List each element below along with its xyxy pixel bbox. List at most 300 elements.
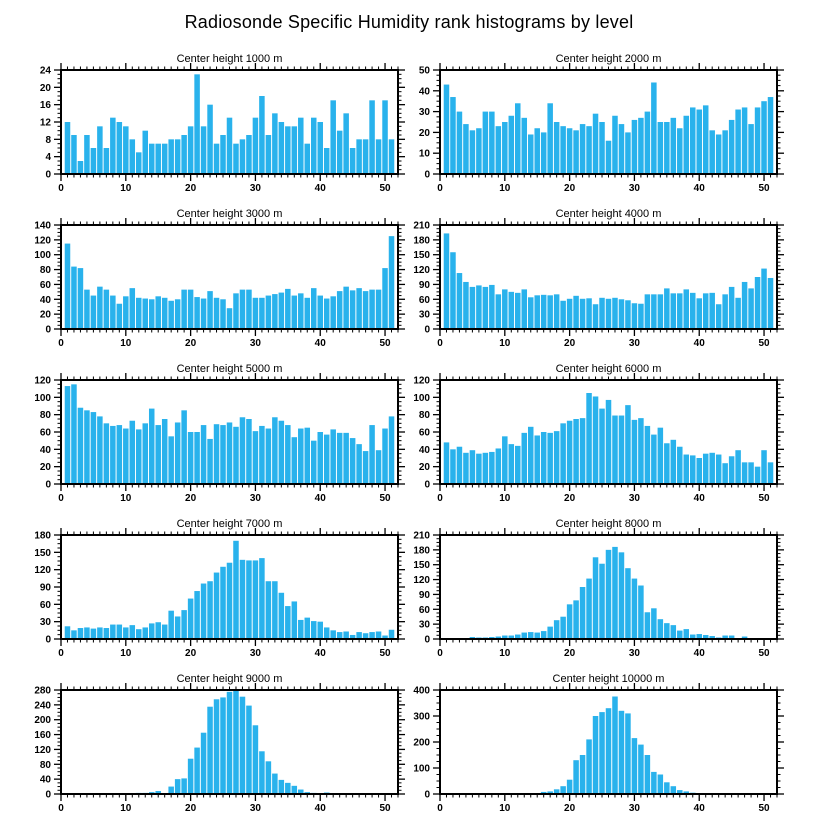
x-tick-label: 0 (437, 183, 443, 194)
histogram-bar (761, 101, 767, 174)
y-tick-label: 200 (413, 737, 430, 749)
histogram-bar (586, 579, 592, 639)
histogram-bar (330, 100, 336, 174)
y-tick-label: 180 (413, 545, 430, 557)
histogram-bar (201, 733, 207, 794)
histogram-bar (755, 107, 761, 174)
histogram-bar (91, 412, 97, 484)
histogram-bar (104, 628, 110, 639)
histogram-bar (110, 625, 116, 639)
histogram-bar (496, 448, 502, 484)
histogram-bar (690, 107, 696, 174)
histogram-bar (272, 581, 278, 639)
histogram-bar (136, 429, 142, 484)
histogram-bar (632, 120, 638, 174)
histogram-bar (509, 444, 515, 484)
histogram-bar (658, 122, 664, 174)
y-tick-label: 40 (39, 294, 51, 306)
histogram-bar (188, 290, 194, 329)
histogram-bar (149, 409, 155, 484)
y-tick-label: 120 (413, 265, 430, 277)
histogram-bar (632, 579, 638, 639)
y-tick-label: 160 (34, 730, 51, 742)
histogram-bar (84, 135, 90, 174)
histogram-bar (279, 593, 285, 639)
histogram-bar (259, 96, 265, 174)
y-tick-label: 60 (39, 599, 51, 611)
histogram-bar (651, 435, 657, 484)
y-tick-label: 240 (34, 700, 51, 712)
histogram-bar (376, 631, 382, 639)
histogram-bar (149, 144, 155, 174)
x-tick-label: 50 (758, 183, 770, 194)
x-tick-label: 50 (379, 338, 391, 349)
y-tick-label: 20 (39, 82, 51, 94)
y-tick-label: 140 (34, 220, 51, 232)
histogram-bar (168, 301, 174, 329)
histogram-bar (709, 453, 715, 484)
x-tick-label: 50 (758, 648, 770, 659)
histogram-bar (181, 410, 187, 484)
histogram-bar (117, 625, 123, 639)
x-tick-label: 20 (564, 493, 576, 504)
histogram-bar (645, 112, 651, 174)
histogram-bar (259, 298, 265, 329)
histogram-bar (703, 105, 709, 174)
histogram-bar (671, 293, 677, 329)
x-tick-label: 20 (564, 803, 576, 814)
histogram-bar (279, 780, 285, 794)
histogram-bar (502, 289, 508, 329)
x-tick-label: 40 (693, 338, 705, 349)
histogram-bar (612, 547, 618, 639)
histogram-bar (522, 433, 528, 484)
histogram-bar (593, 396, 599, 484)
histogram-bar (285, 126, 291, 174)
histogram-bar (175, 422, 181, 484)
histogram-bar (298, 118, 304, 174)
subplot-title: Center height 2000 m (555, 53, 662, 65)
histogram-bar (363, 451, 369, 484)
histogram-bar (233, 541, 239, 639)
y-tick-label: 0 (424, 789, 430, 801)
histogram-bar (625, 300, 631, 329)
histogram-bar (450, 449, 456, 484)
histogram-bar (645, 426, 651, 484)
histogram-bar (227, 422, 233, 484)
histogram-bar (363, 291, 369, 329)
histogram-bar (350, 290, 356, 329)
histogram-bar (677, 128, 683, 174)
histogram-bar (311, 621, 317, 639)
histogram-bar (220, 567, 226, 639)
histogram-bar (356, 632, 362, 639)
y-tick-label: 60 (39, 279, 51, 291)
histogram-bar (593, 716, 599, 794)
histogram-bar (541, 631, 547, 639)
histogram-bar (227, 692, 233, 794)
histogram-bar (684, 116, 690, 174)
x-tick-label: 0 (437, 803, 443, 814)
histogram-bar (162, 298, 168, 329)
histogram-bar (194, 74, 200, 174)
histogram-bar (162, 419, 168, 484)
histogram-bar (78, 161, 84, 174)
histogram-bar (671, 786, 677, 794)
chart-grid (0, 50, 818, 824)
x-tick-label: 20 (564, 648, 576, 659)
histogram-bar (470, 287, 476, 329)
histogram-bar (292, 601, 298, 639)
histogram-bar (567, 299, 573, 329)
x-tick-label: 0 (437, 648, 443, 659)
histogram-bar (130, 288, 136, 329)
histogram-bar (716, 304, 722, 329)
histogram-bar (266, 581, 272, 639)
x-tick-label: 30 (628, 338, 640, 349)
histogram-bar (554, 431, 560, 484)
histogram-bar (240, 417, 246, 484)
histogram-bar (97, 126, 103, 174)
histogram-bar (188, 126, 194, 174)
x-tick-label: 10 (120, 803, 132, 814)
histogram-bar (123, 296, 129, 329)
x-tick-label: 40 (314, 183, 326, 194)
histogram-bar (382, 429, 388, 484)
histogram-bar (292, 126, 298, 174)
histogram-bar (298, 620, 304, 639)
histogram-bar (149, 299, 155, 329)
histogram-bar (343, 113, 349, 174)
y-tick-label: 4 (45, 152, 51, 164)
histogram-bar (246, 135, 252, 174)
histogram-bar (696, 110, 702, 174)
histogram-bar (175, 779, 181, 794)
histogram-bar (233, 427, 239, 484)
x-tick-label: 30 (628, 493, 640, 504)
y-tick-label: 150 (413, 560, 430, 572)
x-tick-label: 20 (564, 338, 576, 349)
histogram-bar (188, 759, 194, 794)
histogram-bar (599, 298, 605, 329)
histogram-bar (729, 287, 735, 329)
histogram-bar (292, 786, 298, 794)
histogram-bar (266, 135, 272, 174)
histogram-bar (651, 294, 657, 329)
histogram-bar (729, 456, 735, 484)
y-tick-label: 100 (413, 763, 430, 775)
histogram-bar (761, 269, 767, 329)
histogram-bar (376, 290, 382, 329)
histogram-bar (246, 560, 252, 639)
histogram-bar (651, 608, 657, 639)
y-tick-label: 8 (45, 134, 51, 146)
y-tick-label: 60 (418, 604, 430, 616)
x-tick-label: 10 (120, 338, 132, 349)
histogram-bar (645, 755, 651, 794)
histogram-bar (110, 426, 116, 484)
y-tick-label: 90 (418, 279, 430, 291)
histogram-bar (755, 467, 761, 484)
histogram-bar (266, 429, 272, 484)
histogram-bar (612, 298, 618, 329)
y-tick-label: 20 (418, 127, 430, 139)
y-tick-label: 100 (34, 392, 51, 404)
histogram-bar (136, 629, 142, 639)
histogram-bar (382, 268, 388, 329)
histogram-bar (671, 118, 677, 174)
histogram-bar (272, 774, 278, 794)
x-tick-label: 40 (693, 803, 705, 814)
histogram-bar (343, 433, 349, 484)
histogram-bar (573, 600, 579, 639)
x-tick-label: 20 (564, 183, 576, 194)
histogram-bar (143, 299, 149, 329)
histogram-bar (722, 294, 728, 329)
histogram-bar (97, 627, 103, 639)
x-tick-label: 10 (499, 648, 511, 659)
histogram-bar (483, 453, 489, 484)
histogram-bar (117, 425, 123, 484)
histogram-bar (547, 433, 553, 484)
histogram-bar (709, 293, 715, 329)
histogram-bar (168, 611, 174, 639)
x-tick-label: 30 (628, 648, 640, 659)
histogram-bar (188, 599, 194, 639)
x-tick-label: 10 (499, 338, 511, 349)
histogram-bar (279, 421, 285, 484)
histogram-bar (483, 112, 489, 174)
histogram-bar (716, 134, 722, 174)
x-tick-label: 40 (314, 493, 326, 504)
histogram-bar (586, 739, 592, 794)
histogram-bar (560, 617, 566, 639)
histogram-bar (130, 625, 136, 639)
histogram-bar (567, 604, 573, 639)
histogram-bar (259, 426, 265, 484)
histogram-bar (599, 712, 605, 794)
subplot-2000m (409, 50, 818, 205)
x-tick-label: 50 (758, 338, 770, 349)
histogram-bar (560, 786, 566, 794)
histogram-bar (220, 697, 226, 794)
histogram-bar (201, 425, 207, 484)
histogram-bar (580, 124, 586, 174)
histogram-bar (463, 282, 469, 329)
histogram-bar (285, 289, 291, 329)
histogram-bar (324, 435, 330, 484)
histogram-bar (285, 783, 291, 794)
y-tick-label: 120 (34, 744, 51, 756)
y-tick-label: 0 (424, 634, 430, 646)
y-tick-label: 24 (39, 65, 51, 77)
y-tick-label: 0 (45, 789, 51, 801)
y-tick-label: 210 (413, 220, 430, 232)
histogram-bar (547, 295, 553, 329)
histogram-bar (194, 591, 200, 639)
histogram-bar (444, 442, 450, 484)
histogram-bar (696, 458, 702, 484)
histogram-bar (246, 706, 252, 794)
histogram-bar (376, 450, 382, 484)
histogram-bar (567, 128, 573, 174)
x-tick-label: 10 (499, 803, 511, 814)
histogram-bar (748, 288, 754, 329)
histogram-9000m (0, 670, 409, 824)
histogram-bar (463, 124, 469, 174)
histogram-bar (768, 278, 774, 329)
histogram-bar (168, 139, 174, 174)
histogram-bar (463, 453, 469, 484)
y-tick-label: 300 (413, 711, 430, 723)
histogram-bar (509, 116, 515, 174)
histogram-bar (742, 462, 748, 484)
histogram-bar (742, 282, 748, 329)
histogram-bar (612, 697, 618, 795)
subplot-8000m (409, 515, 818, 670)
y-tick-label: 280 (34, 685, 51, 697)
histogram-bar (356, 288, 362, 329)
histogram-bar (194, 748, 200, 794)
histogram-bar (117, 304, 123, 329)
histogram-bar (149, 623, 155, 639)
histogram-bar (65, 386, 71, 484)
histogram-bar (547, 627, 553, 639)
x-tick-label: 0 (58, 648, 64, 659)
histogram-bar (664, 782, 670, 794)
histogram-5000m (0, 360, 409, 515)
histogram-bar (457, 273, 463, 329)
histogram-bar (496, 294, 502, 329)
histogram-bar (382, 100, 388, 174)
histogram-bar (162, 144, 168, 174)
y-tick-label: 0 (424, 169, 430, 181)
histogram-bar (696, 298, 702, 329)
y-tick-label: 30 (418, 107, 430, 119)
histogram-bar (259, 751, 265, 794)
histogram-bar (709, 130, 715, 174)
histogram-bar (658, 775, 664, 795)
histogram-bar (606, 400, 612, 484)
histogram-bar (703, 454, 709, 484)
subplot-1000m (0, 50, 409, 205)
histogram-bar (305, 144, 311, 174)
histogram-bar (91, 148, 97, 174)
y-tick-label: 16 (39, 100, 51, 112)
histogram-bar (522, 289, 528, 329)
x-tick-label: 10 (120, 648, 132, 659)
histogram-bar (722, 130, 728, 174)
x-tick-label: 50 (379, 803, 391, 814)
histogram-bar (735, 298, 741, 329)
y-tick-label: 200 (34, 715, 51, 727)
histogram-bar (292, 437, 298, 484)
histogram-2000m (409, 50, 818, 205)
x-tick-label: 40 (693, 648, 705, 659)
histogram-bar (389, 630, 395, 639)
y-tick-label: 0 (45, 634, 51, 646)
y-tick-label: 100 (34, 250, 51, 262)
histogram-bar (684, 289, 690, 329)
histogram-bar (324, 299, 330, 329)
histogram-bar (65, 626, 71, 639)
histogram-bar (214, 424, 220, 484)
x-tick-label: 20 (185, 803, 197, 814)
histogram-bar (246, 419, 252, 484)
histogram-bar (729, 120, 735, 174)
histogram-bar (201, 299, 207, 329)
histogram-bar (528, 134, 534, 174)
histogram-bar (240, 697, 246, 794)
y-tick-label: 60 (418, 427, 430, 439)
histogram-bar (227, 308, 233, 329)
histogram-bar (343, 631, 349, 639)
histogram-bar (664, 122, 670, 174)
histogram-bar (444, 85, 450, 174)
histogram-bar (220, 299, 226, 329)
x-tick-label: 0 (58, 183, 64, 194)
histogram-bar (123, 627, 129, 639)
histogram-bar (330, 429, 336, 484)
histogram-bar (554, 620, 560, 639)
histogram-bar (369, 290, 375, 329)
histogram-bar (71, 267, 77, 329)
histogram-bar (227, 118, 233, 174)
histogram-bar (541, 132, 547, 174)
histogram-6000m (409, 360, 818, 515)
histogram-bar (123, 429, 129, 484)
histogram-bar (155, 622, 161, 639)
histogram-bar (350, 148, 356, 174)
histogram-bar (356, 139, 362, 174)
histogram-bar (664, 443, 670, 484)
y-tick-label: 120 (34, 565, 51, 577)
histogram-bar (220, 135, 226, 174)
histogram-bar (664, 288, 670, 329)
histogram-bar (259, 558, 265, 639)
histogram-bar (201, 584, 207, 639)
histogram-bar (502, 436, 508, 484)
y-tick-label: 0 (45, 479, 51, 491)
y-tick-label: 40 (418, 86, 430, 98)
histogram-bar (496, 126, 502, 174)
histogram-bar (658, 428, 664, 484)
histogram-bar (522, 118, 528, 174)
x-tick-label: 30 (249, 803, 261, 814)
y-tick-label: 80 (39, 410, 51, 422)
histogram-bar (768, 97, 774, 174)
histogram-bar (266, 296, 272, 329)
histogram-bar (761, 450, 767, 484)
histogram-bar (272, 417, 278, 484)
histogram-bar (84, 410, 90, 484)
x-tick-label: 10 (120, 183, 132, 194)
histogram-bar (136, 152, 142, 174)
histogram-bar (311, 118, 317, 174)
y-tick-label: 30 (418, 309, 430, 321)
histogram-bar (684, 629, 690, 639)
histogram-bar (768, 462, 774, 484)
histogram-bar (168, 787, 174, 794)
x-tick-label: 20 (185, 183, 197, 194)
histogram-bar (593, 304, 599, 329)
histogram-bar (207, 581, 213, 639)
histogram-bar (71, 135, 77, 174)
histogram-bar (266, 761, 272, 794)
subplot-7000m (0, 515, 409, 670)
x-tick-label: 0 (58, 493, 64, 504)
histogram-bar (457, 447, 463, 484)
